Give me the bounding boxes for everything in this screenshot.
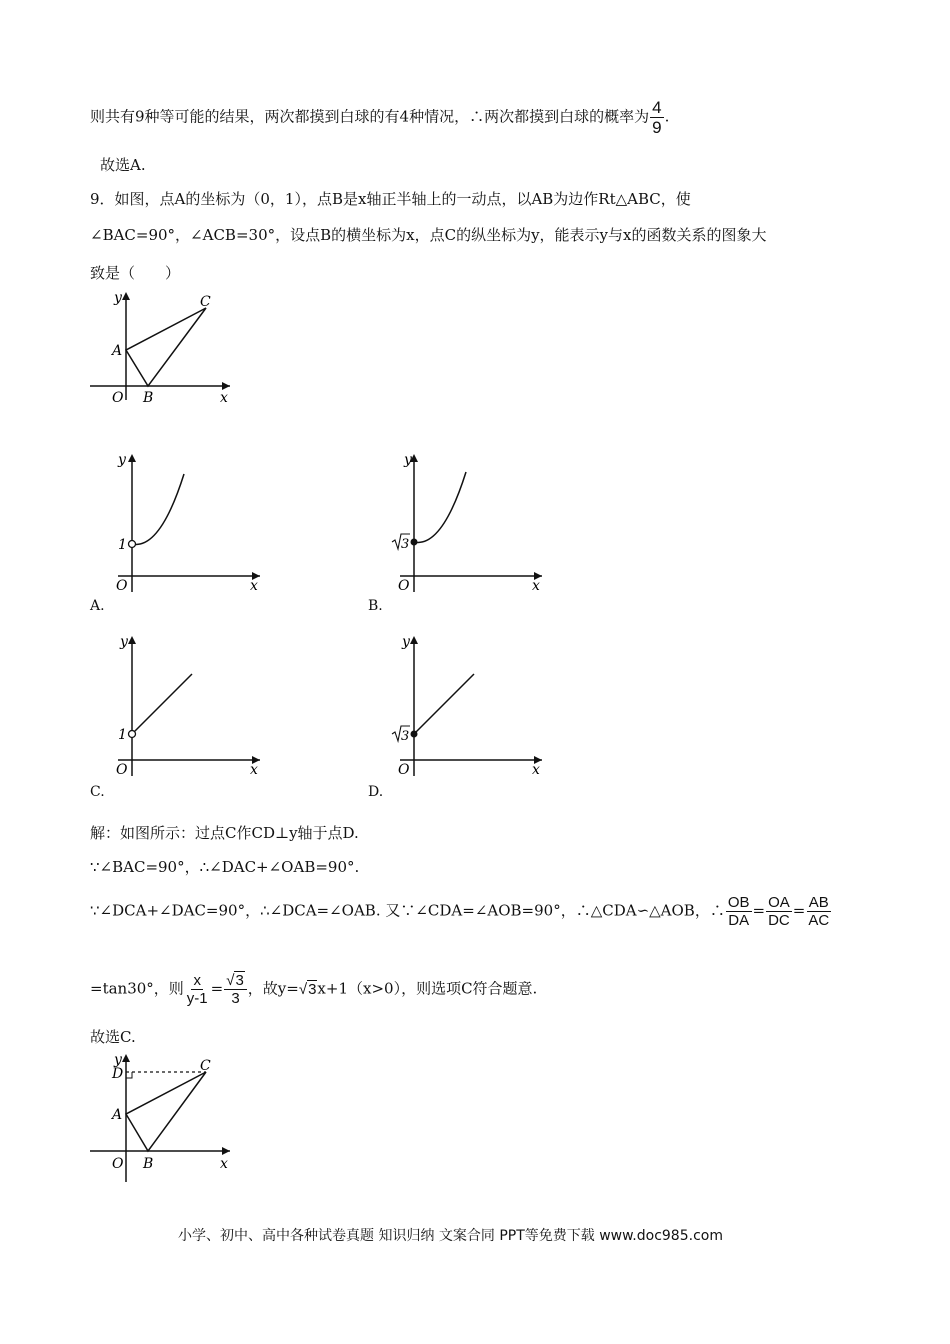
- solution-line1: 解：如图所示：过点C作CD⊥y轴于点D.: [90, 824, 359, 842]
- frac-num: OA: [768, 894, 790, 911]
- label-y: y: [114, 1052, 122, 1068]
- frac-num: OB: [727, 894, 750, 911]
- label-d: D: [112, 1066, 124, 1082]
- radicand: 3: [308, 980, 317, 998]
- q9-line1: 9．如图，点A的坐标为（0，1），点B是x轴正半轴上的一动点，以AB为边作Rt△ABC，使: [90, 190, 691, 208]
- curve: [414, 472, 466, 542]
- equals: =: [792, 901, 806, 920]
- label-o: O: [112, 1156, 124, 1172]
- x-arrow: [222, 382, 230, 390]
- q9-line3: 致是（ ）: [90, 264, 181, 282]
- x-arrow: [222, 1147, 230, 1155]
- fraction-ob-da: [726, 894, 752, 929]
- radicand: 3: [235, 972, 244, 989]
- sqrt-expression: √3: [298, 980, 317, 998]
- label-x: x: [250, 762, 258, 778]
- solution-figure: [88, 1050, 238, 1185]
- footer-text: 小学、初中、高中各种试卷真题 知识归纳 文案合同 PPT等免费下载 www.doc985.com: [178, 1228, 723, 1244]
- frac-num: x: [193, 972, 201, 989]
- option-c-graph: [108, 628, 268, 778]
- frac-num: [224, 972, 247, 990]
- solution-line4-text-c: x+1（x>0），则选项C符合题意.: [317, 979, 538, 998]
- option-b-graph: [390, 446, 550, 596]
- option-d-graph: [390, 628, 550, 778]
- frac-den: y-1: [186, 990, 208, 1007]
- prev-line: [90, 98, 669, 137]
- label-x: x: [532, 762, 540, 778]
- triangle-abc: [126, 1072, 206, 1151]
- fraction-oa-dc: [766, 894, 792, 929]
- solution-line2: ∵∠BAC=90°，∴∠DAC+∠OAB=90°.: [90, 858, 360, 876]
- label-x: x: [250, 578, 258, 594]
- frac-den: DA: [728, 912, 750, 929]
- label-a: A: [112, 1107, 123, 1123]
- sqrt-expression: √3: [226, 972, 244, 989]
- frac-num: 4: [652, 98, 662, 117]
- label-x: x: [220, 390, 228, 406]
- open-point: [129, 541, 136, 548]
- label-b: B: [143, 390, 154, 406]
- q9-line2: ∠BAC=90°，∠ACB=30°，设点B的横坐标为x，点C的纵坐标为y，能表示y与x的函数关系的图象大: [90, 226, 767, 244]
- label-c: C: [200, 294, 211, 310]
- intercept-label: 1: [118, 537, 127, 553]
- equals: =: [752, 901, 766, 920]
- line-graph: [132, 674, 192, 734]
- solution-line4: [90, 972, 537, 1007]
- label-o: O: [398, 762, 410, 778]
- frac-den: 3: [231, 990, 240, 1007]
- curve: [132, 474, 184, 544]
- closed-point: [411, 539, 418, 546]
- prev-text: 则共有9种等可能的结果，两次都摸到白球的有4种情况，∴两次都摸到白球的概率为: [90, 107, 650, 126]
- prev-answer: 故选A.: [100, 156, 146, 174]
- label-y: y: [118, 452, 126, 468]
- frac-den: AC: [808, 912, 830, 929]
- option-a-graph: [108, 446, 268, 596]
- solution-line4-text-b: ，故y=: [247, 979, 299, 998]
- closed-point: [411, 731, 418, 738]
- frac-den: DC: [768, 912, 790, 929]
- option-a-label[interactable]: A.: [90, 598, 105, 614]
- y-arrow: [128, 636, 136, 644]
- intercept-label: 1: [118, 727, 127, 743]
- frac-num: AB: [808, 894, 829, 911]
- option-d-label[interactable]: D.: [368, 784, 384, 800]
- frac-den: 9: [652, 118, 662, 137]
- y-arrow: [122, 292, 130, 300]
- label-y: y: [402, 634, 410, 650]
- y-arrow: [122, 1054, 130, 1062]
- solution-line4-text-a: =tan30°，则: [90, 979, 184, 998]
- equals: =: [210, 979, 224, 998]
- y-arrow: [410, 636, 418, 644]
- label-y: y: [404, 452, 412, 468]
- y-arrow: [128, 454, 136, 462]
- fraction-sqrt3-3: [224, 972, 247, 1007]
- label-a: A: [112, 343, 123, 359]
- period: .: [664, 107, 670, 126]
- fraction-ab-ac: [806, 894, 831, 929]
- label-x: x: [532, 578, 540, 594]
- label-y: y: [120, 634, 128, 650]
- prob-fraction: [650, 98, 663, 137]
- label-y: y: [114, 290, 122, 306]
- question-figure: [88, 288, 238, 408]
- triangle-abc: [126, 308, 206, 386]
- label-x: x: [220, 1156, 228, 1172]
- option-b-label[interactable]: B.: [368, 598, 383, 614]
- label-b: B: [143, 1156, 154, 1172]
- intercept-label: 3: [401, 729, 410, 744]
- label-o: O: [116, 762, 128, 778]
- solution-answer: 故选C.: [90, 1028, 136, 1046]
- label-o: O: [112, 390, 124, 406]
- fraction-x-y1: [185, 972, 210, 1007]
- label-c: C: [200, 1058, 211, 1074]
- label-o: O: [116, 578, 128, 594]
- right-angle-mark: [126, 1072, 132, 1078]
- line-graph: [414, 674, 474, 734]
- option-c-label[interactable]: C.: [90, 784, 105, 800]
- solution-line3: [90, 894, 832, 929]
- intercept-label: 3: [401, 537, 410, 552]
- open-point: [129, 731, 136, 738]
- label-o: O: [398, 578, 410, 594]
- solution-line3-text: ∵∠DCA+∠DAC=90°，∴∠DCA=∠OAB. 又∵∠CDA=∠AOB=90°，∴△CDA∽△AOB，∴: [90, 901, 725, 920]
